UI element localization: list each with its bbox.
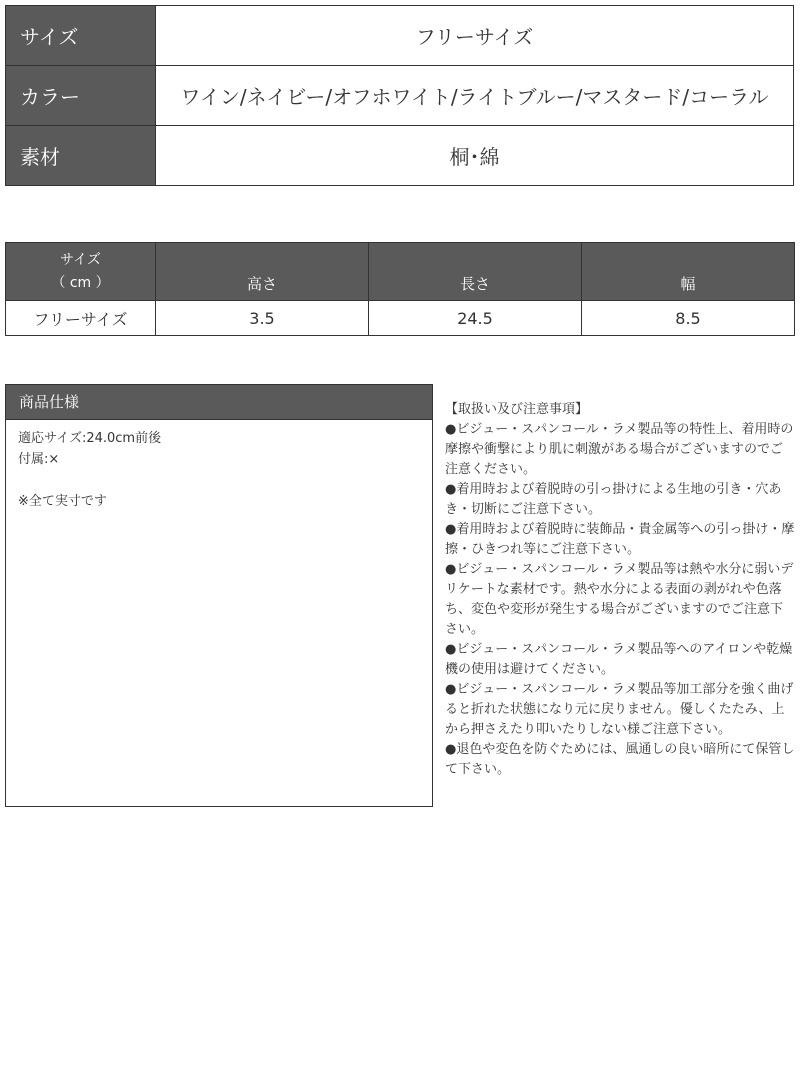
care-note-item: ●ビジュー・スパンコール・ラメ製品等の特性上、着用時の摩擦や衝撃により肌に刺激がある場合がございますのでご注意ください。 (445, 422, 794, 477)
info-row-color (6, 66, 794, 126)
care-note-item: ●ビジュー・スパンコール・ラメ製品等加工部分を強く曲げると折れた状態になり元に戻りません。優しくたたみ、上から押さえたり叩いたりしない様ご注意下さい。 (445, 682, 794, 737)
product-info-table (5, 5, 794, 186)
size-corner-unit: （ cm ） (51, 274, 110, 291)
care-note-item: ●退色や変色を防ぐためには、風通しの良い暗所にて保管して下さい。 (445, 742, 795, 777)
info-value-size: フリーサイズ (156, 6, 794, 66)
size-table (5, 242, 795, 336)
size-value-width: 8.5 (582, 301, 795, 336)
size-table-corner (6, 243, 156, 301)
info-label-material: 素材 (6, 126, 156, 186)
size-table-row (6, 301, 795, 336)
size-header-height: 高さ (156, 243, 369, 301)
care-note-item: ●着用時および着脱時に装飾品・貴金属等への引っ掛け・摩擦・ひきつれ等にご注意下さい。 (445, 522, 795, 557)
spec-note: ※全て実寸です (18, 494, 107, 509)
size-row-label: フリーサイズ (6, 301, 156, 336)
spec-body (6, 420, 432, 520)
size-value-length: 24.5 (369, 301, 582, 336)
spec-line-fit-size: 適応サイズ:24.0cm前後 (18, 431, 162, 446)
info-row-size (6, 6, 794, 66)
care-notes (445, 400, 795, 780)
care-note-item: ●着用時および着脱時の引っ掛けによる生地の引き・穴あき・切断にご注意下さい。 (445, 482, 782, 517)
care-notes-title: 【取扱い及び注意事項】 (445, 402, 589, 417)
size-corner-label: サイズ (60, 251, 101, 268)
spec-spacer (18, 470, 420, 491)
info-row-material (6, 126, 794, 186)
care-note-item: ●ビジュー・スパンコール・ラメ製品等は熱や水分に弱いデリケートな素材です。熱や水分による表面の剥がれや色落ち、変色や変形が発生する場合がございますのでご注意下さい。 (445, 562, 794, 637)
care-note-item: ●ビジュー・スパンコール・ラメ製品等へのアイロンや乾燥機の使用は避けてください。 (445, 642, 793, 677)
spec-box (5, 384, 433, 807)
info-value-material: 桐･綿 (156, 126, 794, 186)
info-label-size: サイズ (6, 6, 156, 66)
info-label-color: カラー (6, 66, 156, 126)
spec-line-accessories: 付属:× (18, 452, 60, 467)
size-header-width: 幅 (582, 243, 795, 301)
size-header-length: 長さ (369, 243, 582, 301)
size-value-height: 3.5 (156, 301, 369, 336)
size-table-header-row (6, 243, 795, 301)
info-value-color: ワイン/ネイビー/オフホワイト/ライトブルー/マスタード/コーラル (156, 66, 794, 126)
spec-title: 商品仕様 (6, 385, 432, 420)
